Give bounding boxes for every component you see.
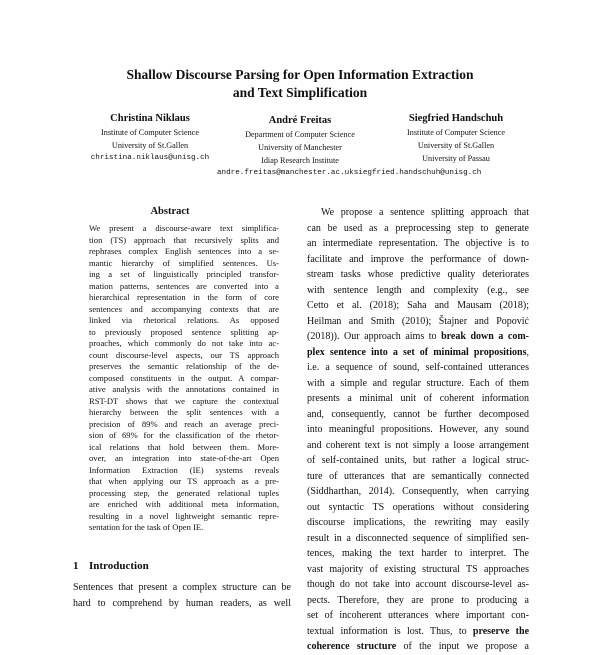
text-run: (2018)). Our approach aims to bbox=[307, 331, 442, 342]
right-column-text bbox=[307, 205, 529, 655]
text-line: rephrases complex English sentences into a se- bbox=[89, 246, 279, 256]
emphasis-text: coherence structure bbox=[307, 641, 397, 652]
text-line bbox=[307, 329, 529, 345]
text-line: vast majority of existing structural TS approaches bbox=[307, 563, 529, 575]
emphasis-text: break down a com- bbox=[441, 331, 529, 342]
text-line: though do not take into account discourse-level as- bbox=[307, 579, 529, 590]
author-extra-affiliation: Idiap Research Institute bbox=[261, 156, 339, 165]
text-line: mation patterns, sentences are converted into a bbox=[89, 280, 279, 291]
author-affiliation: Institute of Computer Science bbox=[101, 128, 199, 137]
text-run: , bbox=[526, 346, 529, 358]
author-block bbox=[376, 111, 536, 165]
author-name: Siegfried Handschuh bbox=[408, 113, 504, 124]
text-line: Heilman and Smith (2010); Štajner and Popović bbox=[307, 315, 529, 327]
text-line: pects. Therefore, they are prone to producing a bbox=[307, 594, 529, 606]
abstract-body bbox=[89, 223, 279, 534]
section-heading bbox=[73, 560, 149, 572]
abstract-heading: Abstract bbox=[150, 206, 190, 217]
author-name: Christina Niklaus bbox=[110, 113, 190, 124]
text-line: are enriched with additional meta information, bbox=[89, 499, 279, 509]
emphasis-text: preserve the bbox=[472, 625, 530, 637]
text-line: tences, making the text harder to interpret. The bbox=[307, 548, 529, 559]
author-name: André Freitas bbox=[268, 115, 332, 126]
text-line: and, consequently, cannot be further decomposed bbox=[307, 408, 529, 420]
text-line: i.e. a sequence of sound, self-contained utterances bbox=[307, 362, 529, 373]
text-line: proaches, which commonly do not take into ac- bbox=[89, 338, 279, 348]
text-line: over, an integration into state-of-the-art Open bbox=[89, 453, 279, 463]
text-line: preserves the semantic relationship of the de- bbox=[89, 361, 279, 371]
text-line: sion of 69% for the classification of the rhetor- bbox=[89, 430, 279, 440]
text-run: of the input we propose a bbox=[396, 641, 529, 652]
text-line: Information Extraction (IE) systems reveals bbox=[89, 464, 279, 475]
emphasis-text: plex sentence into a set of minimal propositions bbox=[307, 346, 527, 358]
text-line: ative analysis with the annotations contained in bbox=[89, 384, 279, 394]
text-line: ture of utterances that are semantically connected bbox=[307, 470, 529, 482]
text-line: hierarchy between the split sentences with a bbox=[89, 407, 279, 417]
text-line: (Siddharthan, 2014). Consequently, when carrying bbox=[307, 486, 529, 497]
text-line: hard to comprehend by human readers, as well bbox=[73, 597, 291, 609]
text-line bbox=[307, 624, 529, 640]
text-line: and coherent text is not simply a loose arrangement bbox=[307, 439, 529, 451]
text-line: into meaningful propositions. However, any sound bbox=[307, 424, 529, 435]
text-line: composed constituents in the output. A compar- bbox=[89, 372, 279, 383]
author-affiliation: Institute of Computer Science bbox=[407, 128, 505, 137]
text-line: We propose a sentence splitting approach that bbox=[321, 207, 529, 218]
text-line: precision of 89% and reach an average preci- bbox=[89, 418, 279, 429]
author-institution: University of Manchester bbox=[258, 143, 342, 152]
text-line: ical relations that hold between them. More- bbox=[89, 441, 279, 452]
text-line: sentences and accompanying contexts that are bbox=[89, 303, 279, 314]
author-email: christina.niklaus@unisg.ch bbox=[90, 154, 210, 162]
text-line: sentation for the task of Open IE. bbox=[89, 522, 204, 532]
text-line: stream tasks whose predictive quality deteriorates bbox=[307, 269, 529, 280]
text-line bbox=[307, 345, 529, 361]
author-block bbox=[70, 111, 230, 165]
title-line: Shallow Discourse Parsing for Open Information Extraction bbox=[126, 67, 474, 82]
text-line: discourse implications, the rewriting may easily bbox=[307, 517, 529, 528]
text-line: processing step, the generated relational tuples bbox=[89, 487, 279, 498]
text-line: RST-DT shows that we capture the contextual bbox=[89, 395, 279, 406]
text-line: with a simple and regular structure. Each of them bbox=[307, 377, 529, 389]
text-line: with sentence length and complexity (e.g., see bbox=[307, 284, 529, 296]
section-title: Introduction bbox=[89, 560, 149, 572]
text-line: Cetto et al. (2018); Saha and Mausam (2018); bbox=[307, 300, 529, 311]
text-line: out syntactic TS operations without considering bbox=[307, 501, 529, 513]
author-institution: University of St.Gallen bbox=[111, 141, 189, 150]
text-line: facilitate and improve the performance of down- bbox=[307, 253, 529, 265]
text-run: textual information is lost. Thus, to bbox=[307, 625, 473, 637]
author-extra-affiliation: University of Passau bbox=[422, 154, 490, 163]
text-line: result in a disconnected sequence of simplified sen- bbox=[307, 532, 529, 544]
text-line: an intermediate representation. The objective is to bbox=[307, 238, 529, 249]
text-line: ing a set of linguistically principled transfor- bbox=[89, 269, 279, 279]
text-line: count discourse-level aspects, our TS approach bbox=[89, 349, 279, 360]
author-institution: University of St.Gallen bbox=[417, 141, 495, 150]
section-number: 1 bbox=[73, 560, 79, 572]
author-affiliation: Department of Computer Science bbox=[245, 130, 355, 139]
text-line: of self-contained units, but rather a logical struc- bbox=[307, 455, 529, 466]
text-line: presents a minimal unit of coherent information bbox=[307, 393, 529, 404]
text-line: mantic hierarchy of simplified sentences. Us- bbox=[89, 257, 279, 268]
text-line bbox=[307, 639, 529, 655]
text-line: can be used as a preprocessing step to generate bbox=[307, 222, 529, 234]
text-line: that when applying our TS approach as a pre- bbox=[89, 476, 279, 486]
paper-title bbox=[60, 66, 540, 102]
text-line: resulting in a novel lightweight semantic repre- bbox=[89, 510, 279, 521]
text-line: We present a discourse-aware text simplifica- bbox=[89, 223, 279, 233]
text-line: linked via rhetorical relations. As opposed bbox=[89, 315, 279, 325]
text-line: set of incoherent utterances where important con- bbox=[307, 610, 529, 621]
introduction-text bbox=[73, 580, 291, 611]
title-line: and Text Simplification bbox=[232, 85, 368, 100]
text-line: Sentences that present a complex structure can be bbox=[73, 582, 291, 593]
text-line: tion (TS) approach that recursively splits and bbox=[89, 234, 279, 245]
text-line: to previously proposed sentence splitting ap- bbox=[89, 326, 279, 337]
author-emails: andre.freitas@manchester.ac.uksiegfried.handschuh@unisg.ch bbox=[217, 169, 482, 177]
text-line: hierarchical representation in the form of core bbox=[89, 292, 279, 302]
author-block bbox=[215, 113, 385, 167]
